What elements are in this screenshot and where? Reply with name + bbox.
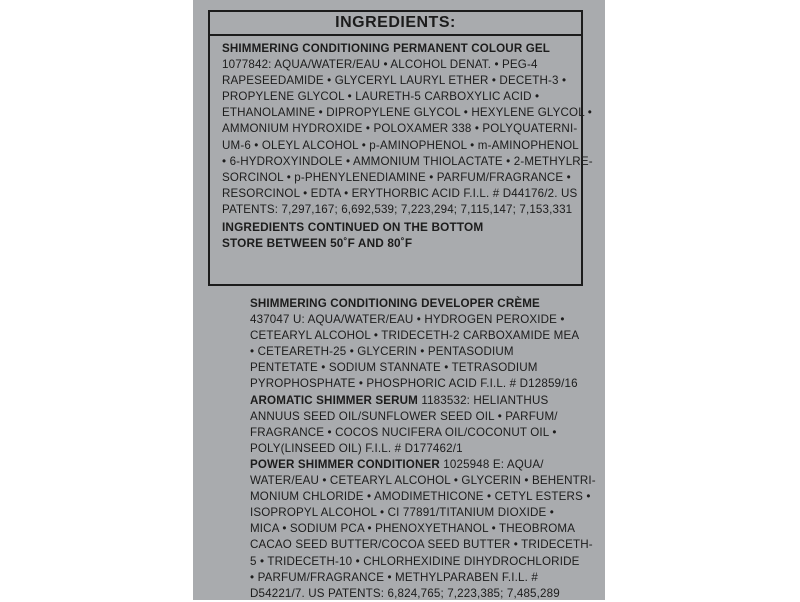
serum-code: 1183532: HELIANTHUS xyxy=(417,393,549,407)
ingredient-line: • 6-HYDROXYINDOLE • AMMONIUM THIOLACTATE • 2-METHYLRE- xyxy=(222,154,593,168)
ingredient-line: MICA • SODIUM PCA • PHENOXYETHANOL • THEOBROMA xyxy=(250,522,576,536)
ingredient-line: MONIUM CHLORIDE • AMODIMETHICONE • CETYL ESTERS • xyxy=(250,490,591,504)
continued-text: INGREDIENTS CONTINUED ON THE BOTTOM xyxy=(222,220,484,234)
ingredient-line: AMMONIUM HYDROXIDE • POLOXAMER 338 • POLYQUATERNI- xyxy=(222,122,578,136)
ingredient-line: RAPESEEDAMIDE • GLYCERYL LAURYL ETHER • DECETH-3 • xyxy=(222,74,567,88)
ingredient-line: ISOPROPYL ALCOHOL • CI 77891/TITANIUM DIOXIDE • xyxy=(250,506,555,520)
ingredient-line: CETEARYL ALCOHOL • TRIDECETH-2 CARBOXAMIDE MEA xyxy=(250,329,580,343)
conditioner-heading: POWER SHIMMER CONDITIONER xyxy=(250,457,440,471)
ingredient-line: • CETEARETH-25 • GLYCERIN • PENTASODIUM xyxy=(250,345,514,359)
ingredient-line: PYROPHOSPHATE • PHOSPHORIC ACID F.I.L. # D12859/16 xyxy=(250,377,578,391)
ingredient-line: PATENTS: 7,297,167; 6,692,539; 7,223,294; 7,115,147; 7,153,331 xyxy=(222,202,573,216)
ingredients-title: INGREDIENTS: xyxy=(210,12,581,36)
storage-text: STORE BETWEEN 50˚F AND 80˚F xyxy=(222,236,413,251)
serum-first-line xyxy=(250,393,596,409)
ingredient-line: PROPYLENE GLYCOL • LAURETH-5 CARBOXYLIC ACID • xyxy=(222,90,540,104)
ingredient-line: WATER/EAU • CETEARYL ALCOHOL • GLYCERIN • BEHENTRI- xyxy=(250,474,596,488)
ingredient-line: CACAO SEED BUTTER/COCOA SEED BUTTER • TRIDECETH- xyxy=(250,538,593,552)
ingredient-line: ANNUUS SEED OIL/SUNFLOWER SEED OIL • PARFUM/ xyxy=(250,409,558,423)
conditioner-code: 1025948 E: AQUA/ xyxy=(439,457,544,471)
ingredient-line: D54221/7. US PATENTS: 6,824,765; 7,223,385; 7,485,289 xyxy=(250,586,560,600)
ingredient-line: 437047 U: AQUA/WATER/EAU • HYDROGEN PEROXIDE • xyxy=(250,313,565,327)
conditioner-first-line xyxy=(250,457,596,473)
serum-heading: AROMATIC SHIMMER SERUM xyxy=(250,393,418,407)
ingredient-line: ETHANOLAMINE • DIPROPYLENE GLYCOL • HEXYLENE GLYCOL • xyxy=(222,106,592,120)
ingredient-line: POLY(LINSEED OIL) F.I.L. # D177462/1 xyxy=(250,441,463,455)
ingredient-line: FRAGRANCE • COCOS NUCIFERA OIL/COCONUT OIL • xyxy=(250,425,557,439)
continued-notice xyxy=(222,219,483,251)
ingredient-line: RESORCINOL • EDTA • ERYTHORBIC ACID F.I.L. # D44176/2. US xyxy=(222,186,578,200)
colour-gel-heading: SHIMMERING CONDITIONING PERMANENT COLOUR GEL xyxy=(222,42,551,55)
ingredient-line: 1077842: AQUA/WATER/EAU • ALCOHOL DENAT. • PEG-4 xyxy=(222,58,538,72)
ingredient-line: 5 • TRIDECETH-10 • CHLORHEXIDINE DIHYDROCHLORIDE xyxy=(250,554,580,568)
colour-gel-section xyxy=(222,41,593,218)
developer-heading: SHIMMERING CONDITIONING DEVELOPER CRÈME xyxy=(250,297,540,310)
ingredient-line: PENTETATE • SODIUM STANNATE • TETRASODIUM xyxy=(250,361,538,375)
ingredient-line: SORCINOL • p-PHENYLENEDIAMINE • PARFUM/FRAGRANCE • xyxy=(222,170,571,184)
ingredient-line: • PARFUM/FRAGRANCE • METHYLPARABEN F.I.L. # xyxy=(250,570,538,584)
bottom-ingredients xyxy=(250,296,596,602)
ingredient-line: UM-6 • OLEYL ALCOHOL • p-AMINOPHENOL • m-AMINOPHENOL xyxy=(222,138,579,152)
